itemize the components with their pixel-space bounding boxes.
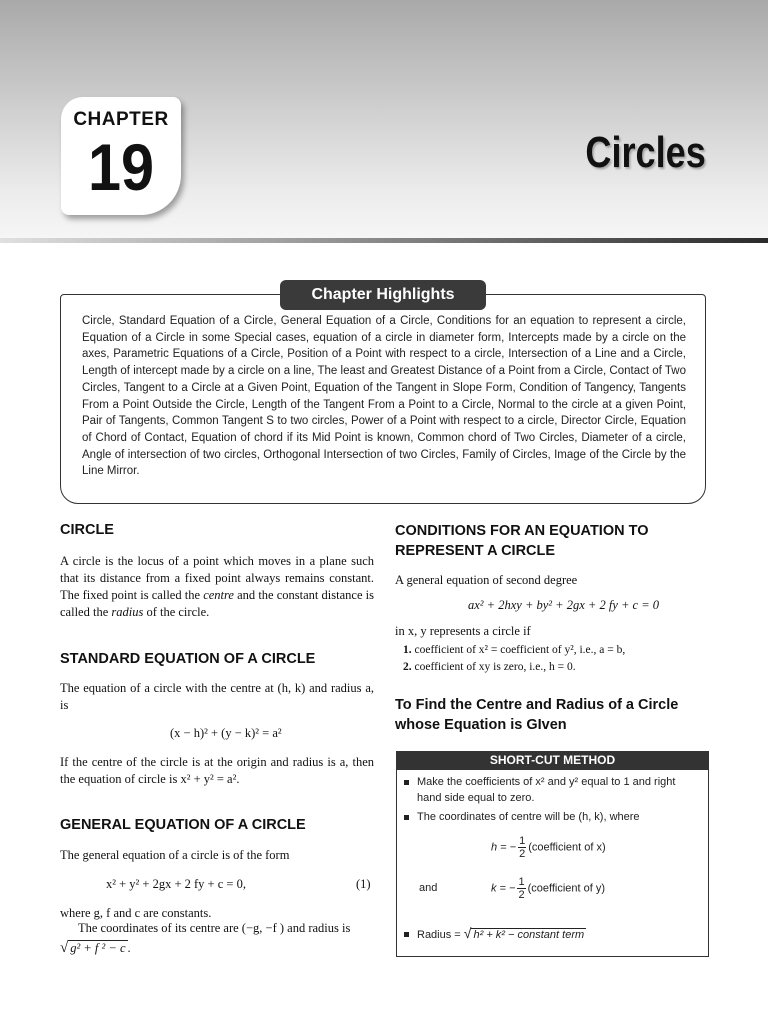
conditions-intro: in x, y represents a circle if: [395, 624, 531, 638]
highlights-text: Circle, Standard Equation of a Circle, General Equation of a Circle, Conditions for an equation to represent a circle, Equation of a Circle in some Special cases, equation of a circle in diameter form, Intercepts made by a circle on the axes, Parametric Equations of a Circle, Position of a Point with respect to a circle, Intersection of a Line and a Circle, Length of intercept made by a circle on a line, The least and Greatest Distance of a Point from a Circle, Contact of Two Circles, Tangent to a Circle at a Given Point, Equation of the Tangent in Slope Form, Condition of Tangency, Tangents From a Point Outside the Circle, Length of the Tangent From a Point to a Circle, Normal to the circle at a given Point, Pair of Tangents, Common Tangent S to two circles, Power of a Point with respect to a circle, Director Circle, Equation of Chord of Contact, Equation of chord if its Mid Point is known, Common chord of Two Circles, Diameter of a circle, Angle of intersection of two circles, Orthogonal Intersection of two Circles, Family of Circles, Image of the Circle by the Line Mirror.: [82, 315, 686, 478]
bullet-icon: [404, 780, 409, 785]
standard-equation: (x − h)² + (y − k)² = a²: [170, 726, 282, 740]
chapter-number: 19: [87, 130, 155, 204]
general-equation-heading: GENERAL EQUATION OF A CIRCLE: [60, 817, 306, 833]
equation-number: (1): [356, 877, 371, 891]
shortcut-step-1: Make the coefficients of x² and y² equal to 1 and right hand side equal to zero.: [417, 776, 676, 804]
shortcut-step-2: The coordinates of centre will be (h, k), where: [417, 811, 640, 823]
constants-text: where g, f and c are constants.: [60, 906, 212, 920]
centre-h-formula: h = − $\frac{1}{2}$ (coefficient of x): [491, 835, 606, 860]
general-equation: x² + y² + 2gx + 2 fy + c = 0,: [106, 877, 246, 891]
second-degree-equation: ax² + 2hxy + by² + 2gx + 2 fy + c = 0: [468, 598, 660, 612]
radius-formula: √ g² + f ² − c .: [60, 940, 131, 956]
conditions-text: A general equation of second degree: [395, 573, 578, 587]
condition-item: 2. coefficient of xy is zero, i.e., h = 0.: [403, 661, 576, 673]
chapter-label: CHAPTER: [73, 109, 169, 130]
centre-k-formula: k = − $\frac{1}{2}$ (coefficient of y): [491, 876, 606, 901]
standard-equation-text: The equation of a circle with the centre at (h, k) and radius a, is: [60, 681, 374, 712]
bullet-icon: [404, 815, 409, 820]
circle-heading: CIRCLE: [60, 522, 114, 538]
highlights-tab: Chapter Highlights: [280, 280, 486, 310]
find-centre-heading: To Find the Centre and Radius of a Circle whose Equation is GIven: [395, 697, 679, 733]
chapter-badge: [61, 97, 181, 215]
bullet-icon: [404, 932, 409, 937]
header-divider: [0, 238, 768, 243]
centre-text: The coordinates of its centre are (−g, −f ) and radius is: [78, 921, 351, 935]
general-equation-text: The general equation of a circle is of the form: [60, 848, 290, 862]
origin-circle-text: If the centre of the circle is at the origin and radius is a, then the equation of circle is x² + y² = a².: [60, 755, 374, 786]
condition-item: 1. coefficient of x² = coefficient of y², i.e., a = b,: [403, 644, 626, 656]
circle-definition: A circle is the locus of a point which moves in a plane such that its distance from a fixed point always remains constant. The fixed point is called the centre and the constant distance is called the radius of the circle.: [60, 554, 375, 619]
and-label: and: [419, 882, 438, 894]
chapter-title: Circles: [585, 128, 706, 177]
shortcut-heading: SHORT-CUT METHOD: [396, 751, 709, 770]
conditions-heading: CONDITIONS FOR AN EQUATION TO REPRESENT A CIRCLE: [395, 523, 649, 559]
radius-shortcut: Radius = √ h² + k² − constant term: [417, 925, 585, 941]
standard-equation-heading: STANDARD EQUATION OF A CIRCLE: [60, 651, 316, 667]
